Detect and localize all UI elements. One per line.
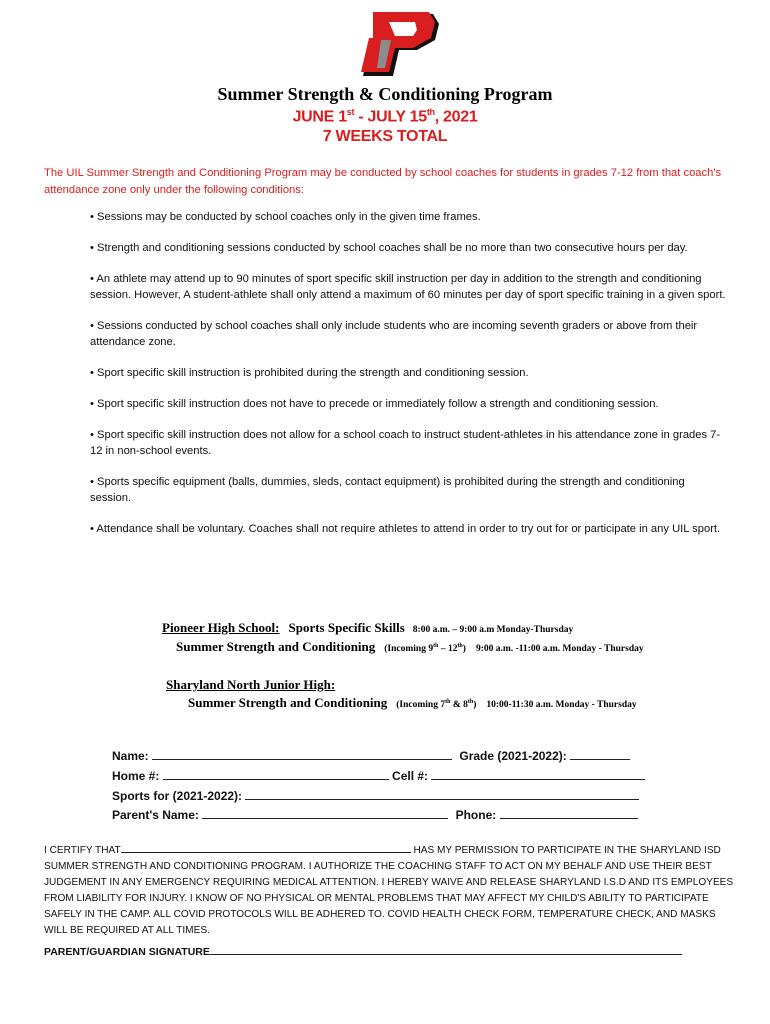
sharyland-incoming: (Incoming 7th & 8th): [396, 698, 477, 710]
rule-item: • Attendance shall be voluntary. Coaches shall not require athletes to attend in order to try out for or participate in any UIL sport.: [90, 523, 721, 535]
pioneer-sc-line: [176, 638, 644, 656]
sports-field[interactable]: [245, 787, 639, 800]
signature-label: PARENT/GUARDIAN SIGNATURE: [44, 946, 210, 958]
home-label: Home #:: [112, 769, 160, 783]
signature-field[interactable]: [210, 944, 682, 955]
certify-body: HAS MY PERMISSION TO PARTICIPATE IN THE SHARYLAND ISD SUMMER STRENGTH AND CONDITIONING PROGRAM. I AUTHORIZE THE COACHING STAFF TO ACT ON MY BEHALF AND USE THEIR BEST JUDGEMENT IN ANY EMERGENCY REQUIRING MEDICAL ATTENTION. I HEREBY WAIVE AND RELEASE SHARYLAND I.S.D AND ITS EMPLOYEES FROM LIABILITY FOR INJURY. I KNOW OF NO PHYSICAL OR MENTAL PROBLEMS THAT MAY AFFECT MY CHILD'S ABILITY TO PARTICIPATE SAFELY IN THE CAMP. ALL COVID PROTOCOLS WILL BE ADHERED TO. COVID HEALTH CHECK FORM, TEMPERATURE CHECK, AND MASKS WILL BE REQUIRED AT ALL TIMES.: [44, 845, 734, 936]
parent-name-field[interactable]: [202, 806, 448, 819]
sharyland-sc-time: 10:00-11:30 a.m. Monday - Thursday: [486, 700, 637, 710]
sharyland-heading: [166, 676, 335, 694]
pioneer-school-name: Pioneer High School:: [162, 620, 280, 635]
grade-field[interactable]: [570, 747, 630, 760]
rule-item: • Sport specific skill instruction does not have to precede or immediately follow a strength and conditioning session.: [90, 398, 659, 410]
parent-name-label: Parent's Name:: [112, 808, 199, 822]
sports-label: Sports for (2021-2022):: [112, 789, 243, 803]
rule-item: • Sport specific skill instruction does not allow for a school coach to instruct student-athletes in his attendance zone in grades 7-12 in non-school events.: [90, 429, 721, 457]
cell-label: Cell #:: [392, 769, 429, 783]
certification-paragraph: [44, 842, 734, 939]
intro-paragraph: The UIL Summer Strength and Conditioning Program may be conducted by school coaches for students in grades 7-12 from that coach's attendance zone only under the following conditions:: [44, 167, 722, 196]
grade-label: Grade (2021-2022):: [459, 749, 567, 763]
parent-phone-label: Phone:: [455, 808, 497, 822]
skills-time: 8:00 a.m. – 9:00 a.m Monday-Thursday: [412, 625, 574, 635]
parent-phone-field[interactable]: [500, 806, 638, 819]
rule-item: • Sessions conducted by school coaches shall only include students who are incoming seventh graders or above from their attendance zone.: [90, 320, 698, 348]
parent-row: [112, 806, 638, 822]
student-name-field[interactable]: [121, 842, 411, 853]
sc-label: Summer Strength and Conditioning: [176, 639, 376, 654]
phone-numbers-row: [112, 767, 645, 783]
rule-item: • An athlete may attend up to 90 minutes of sport specific skill instruction per day in addition to the strength and conditioning session. However, A student-athlete shall only attend a maximum of 60 minutes per day of sport specific training in a given sport.: [90, 273, 726, 301]
home-phone-field[interactable]: [163, 767, 389, 780]
program-duration: 7 WEEKS TOTAL: [322, 128, 448, 145]
cell-phone-field[interactable]: [431, 767, 645, 780]
program-dates: JUNE 1st - JULY 15th, 2021: [292, 107, 478, 126]
rule-item: • Sport specific skill instruction is prohibited during the strength and conditioning session.: [90, 367, 529, 379]
name-field[interactable]: [152, 747, 452, 760]
pioneer-p-logo: [355, 10, 441, 80]
program-title: Summer Strength & Conditioning Program: [217, 84, 553, 104]
rule-item: • Sports specific equipment (balls, dummies, sleds, contact equipment) is prohibited during the strength and conditioning session.: [90, 476, 685, 504]
pioneer-sc-time: 9:00 a.m. -11:00 a.m. Monday - Thursday: [475, 644, 644, 654]
pioneer-incoming: (Incoming 9th – 12th): [384, 642, 466, 654]
name-label: Name:: [112, 749, 149, 763]
name-row: [112, 747, 630, 763]
sharyland-school-name: Sharyland North Junior High:: [166, 677, 336, 692]
signature-row: [44, 944, 682, 958]
rules-list: [90, 209, 726, 552]
certify-lead: I CERTIFY THAT: [44, 845, 121, 856]
sharyland-sc-line: [188, 694, 637, 712]
skills-label: Sports Specific Skills: [288, 620, 405, 635]
sports-row: [112, 787, 639, 803]
rule-item: • Sessions may be conducted by school coaches only in the given time frames.: [90, 211, 481, 223]
sc-label: Summer Strength and Conditioning: [188, 695, 388, 710]
pioneer-skills-line: [162, 619, 573, 637]
rule-item: • Strength and conditioning sessions conducted by school coaches shall be no more than two consecutive hours per day.: [90, 242, 688, 254]
